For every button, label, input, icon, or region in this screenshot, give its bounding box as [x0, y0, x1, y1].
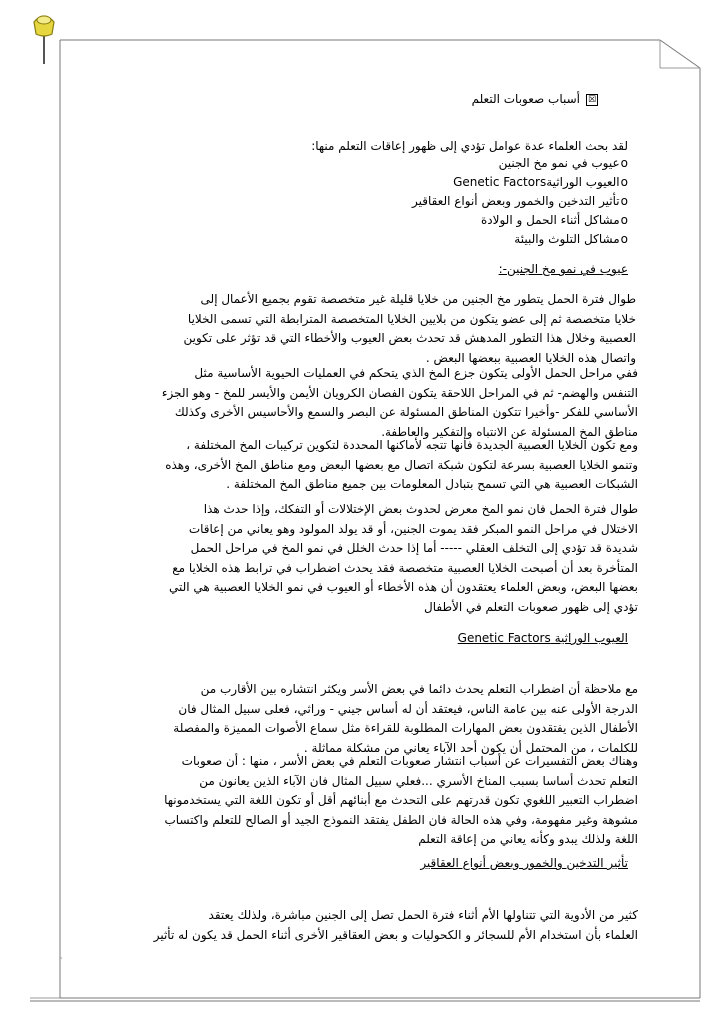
- paragraph: كثير من الأدوية التي تتناولها الأم أثناء فترة الحمل تصل إلى الجنين مباشرة، ولذلك يعتقد العلماء بأن استخدام الأم للسجائر و الكحوليات و بعض العقاقير الأخرى أثناء الحمل قد يكون له تأثير: [153, 908, 638, 942]
- list-item: oالعيوب الوراثيةGenetic Factors: [453, 175, 628, 189]
- paragraph: طوال فترة الحمل يتطور مخ الجنين من خلايا قليلة غير متخصصة تقوم بجميع الأعمال إلى خلايا متخصصة ثم إلى عضو يتكون من بلايين الخلايا المتخصصة المترابطة التي تسمى الخلايا العصبية وخلال هذا التطور المدهش قد تحدث بعض العيوب والأخطاء التي قد تؤثر على تكوين واتصال هذه الخلايا العصبية ببعضها البعض .: [183, 292, 636, 365]
- paragraph: ففي مراحل الحمل الأولى يتكون جزع المخ الذي يتحكم في العمليات الحيوية الأساسية مثل التنفس والهضم- ثم في المراحل اللاحقة يتكون الفصان الكرويان الأيمن والأيسر للمخ - وهو الجزء الأساسي للفكر -وأخيرا تتكون المناطق المسئولة عن البصر والسمع والأحاسيس الأخرى وكذلك مناطق المخ المسئولة عن الانتباه والتفكير والعاطفة.: [161, 366, 638, 439]
- title-text: أسباب صعوبات التعلم: [471, 92, 580, 106]
- push-pin-icon: [28, 8, 78, 66]
- list-item: oمشاكل أثناء الحمل و الولادة: [480, 213, 628, 227]
- paragraph: مع ملاحظة أن اضطراب التعلم يحدث دائما في بعض الأسر ويكثر انتشاره بين الأقارب من الدرجة الأولى عنه بين عامة الناس، فيعتقد أن له أساس جيني - وراثي، فعلى سبيل المثال فان الأطفال الذين يفتقدون بعض المهارات المطلوبة للقراءة مثل سماع الأصوات المميزة والمفصلة للكلمات ، من المحتمل أن يكون أحد الآباء يعاني من مشكلة مماثلة .: [173, 682, 638, 755]
- list-item: oمشاكل التلوث والبيئة: [514, 232, 628, 246]
- list-item: oعيوب في نمو مخ الجنين: [498, 156, 628, 170]
- section-heading: العيوب الوراثية Genetic Factors: [457, 631, 628, 645]
- paragraph: طوال فترة الحمل فان نمو المخ معرض لحدوث بعض الإختلالات أو التفكك، وإذا حدث هذا الاختلال في مراحل النمو المبكر فقد يموت الجنين، أو قد يولد المولود وهو يعاني من إعاقات شديدة قد تؤدي إلى التخلف العقلي ----- أما إذا حدث الخلل في نمو المخ في مراحل الحمل المتأخرة بعد أن أصبحت الخلايا العصبية متخصصة فقد يحدث اضطراب في ترابط هذه الخلايا مع بعضها البعض، وبعض العلماء يعتقدون أن هذه الأخطاء أو العيوب في نمو الخلايا العصبية هي التي تؤدي إلى ظهور صعوبات التعلم في الأطفال: [169, 502, 638, 614]
- paragraph: ومع تكون الخلايا العصبية الجديدة فأنها تتجه لأماكنها المحددة لتكوين تركيبات المخ المختلفة ، وتنمو الخلايا العصبية بسرعة لتكون شبكة اتصال مع بعضها البعض ومع مناطق المخ الأخرى، وهذه الشبكات العصبية هي التي تسمح بتبادل المعلومات بين جميع مناطق المخ المختلفة .: [165, 438, 638, 491]
- list-item: oتأثير التدخين والخمور وبعض أنواع العقاقير: [411, 194, 628, 208]
- paragraph: وهناك بعض التفسيرات عن أسباب انتشار صعوبات التعلم في بعض الأسر ، منها : أن صعوبات التعلم تحدث أساسا بسبب المناخ الأسري ...فعلي سبيل المثال فان الآباء الذين يعانون من اضطراب التعبير اللغوي تكون قدرتهم على التحدث مع أبنائهم أقل أو تكون اللغة التي يستخدمونها مشوهة وغير مفهومة، وفي هذه الحالة فان الطفل يفتقد النموذج الجيد أو الصالح للتعلم واكتساب اللغة ولذلك يبدو وكأنه يعاني من إعاقة التعلم: [164, 754, 638, 846]
- section-heading: تأثير التدخين والخمور وبعض أنواع العقاقير: [420, 856, 628, 870]
- intro-line: لقد بحث العلماء عدة عوامل تؤدي إلى ظهور إعاقات التعلم منها:: [311, 139, 628, 153]
- section-heading: عيوب في نمو مخ الجنين-:: [498, 262, 628, 276]
- checkbox-icon: ☒: [587, 94, 597, 105]
- document-title: [472, 92, 598, 106]
